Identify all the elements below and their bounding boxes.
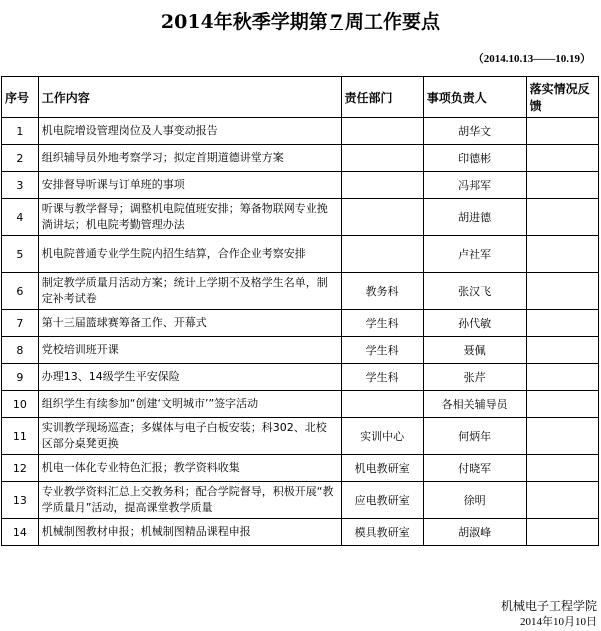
row-no: 2 — [2, 145, 39, 172]
row-dept — [341, 199, 423, 236]
table-row — [2, 145, 599, 172]
table-body — [2, 118, 599, 546]
row-content: 听课与教学督导；调整机电院值班安排；筹备物联网专业挽淌讲坛；机电院考勤管理办法 — [38, 199, 341, 236]
title-week-number: 7 — [329, 11, 344, 33]
row-no: 14 — [2, 519, 39, 546]
row-person: 胡进德 — [423, 199, 526, 236]
table-row — [2, 172, 599, 199]
table-row — [2, 519, 599, 546]
row-no: 13 — [2, 482, 39, 519]
title-suffix: 周工作要点 — [345, 11, 441, 33]
row-content: 机电一体化专业特色汇报；教学资料收集 — [38, 455, 341, 482]
row-content: 制定教学质量月活动方案；统计上学期不及格学生名单，制定补考试卷 — [38, 273, 341, 310]
table-row — [2, 455, 599, 482]
row-content: 办理13、14级学生平安保险 — [38, 364, 341, 391]
row-feedback — [526, 172, 598, 199]
row-no: 11 — [2, 418, 39, 455]
header-no: 序号 — [2, 77, 39, 118]
row-content: 第十三届篮球赛筹备工作、开幕式 — [38, 310, 341, 337]
row-feedback — [526, 418, 598, 455]
row-person: 冯邦军 — [423, 172, 526, 199]
row-dept: 机电教研室 — [341, 455, 423, 482]
row-person: 孙代敏 — [423, 310, 526, 337]
row-dept: 模具教研室 — [341, 519, 423, 546]
row-dept: 教务科 — [341, 273, 423, 310]
table-row — [2, 310, 599, 337]
footer-org: 机械电子工程学院 — [500, 599, 597, 613]
row-no: 4 — [2, 199, 39, 236]
row-no: 9 — [2, 364, 39, 391]
row-person: 徐明 — [423, 482, 526, 519]
row-content: 机电院增设管理岗位及人事变动报告 — [38, 118, 341, 145]
row-person: 各相关辅导员 — [423, 391, 526, 418]
row-feedback — [526, 236, 598, 273]
page-title — [0, 8, 601, 36]
row-dept — [341, 172, 423, 199]
table-row — [2, 337, 599, 364]
row-person: 张芹 — [423, 364, 526, 391]
header-feedback: 落实情况反馈 — [526, 77, 598, 118]
row-person: 张汉飞 — [423, 273, 526, 310]
table-header-row — [2, 77, 599, 118]
table-row — [2, 391, 599, 418]
row-person: 卢社军 — [423, 236, 526, 273]
row-dept — [341, 118, 423, 145]
row-feedback — [526, 364, 598, 391]
row-feedback — [526, 273, 598, 310]
row-dept: 学生科 — [341, 364, 423, 391]
row-dept — [341, 236, 423, 273]
row-person: 胡华文 — [423, 118, 526, 145]
row-dept: 学生科 — [341, 310, 423, 337]
table-row — [2, 273, 599, 310]
row-content: 安排督导听课与订单班的事项 — [38, 172, 341, 199]
row-dept — [341, 391, 423, 418]
row-person: 胡淑峰 — [423, 519, 526, 546]
date-range: （2014.10.13——10.19） — [472, 53, 591, 65]
table-row — [2, 199, 599, 236]
row-person: 何炳年 — [423, 418, 526, 455]
table-row — [2, 364, 599, 391]
row-no: 1 — [2, 118, 39, 145]
row-feedback — [526, 391, 598, 418]
row-no: 6 — [2, 273, 39, 310]
row-content: 实训教学现场巡查；多媒体与电子白板安装；科302、北校区部分桌凳更换 — [38, 418, 341, 455]
table-row — [2, 418, 599, 455]
table-row — [2, 236, 599, 273]
table-row — [2, 482, 599, 519]
row-dept — [341, 145, 423, 172]
row-no: 12 — [2, 455, 39, 482]
header-person: 事项负责人 — [423, 77, 526, 118]
header-content: 工作内容 — [38, 77, 341, 118]
row-feedback — [526, 118, 598, 145]
row-no: 10 — [2, 391, 39, 418]
table-row — [2, 118, 599, 145]
row-dept: 学生科 — [341, 337, 423, 364]
row-content: 组织辅导员外地考察学习；拟定首期道德讲堂方案 — [38, 145, 341, 172]
row-feedback — [526, 199, 598, 236]
work-table — [1, 76, 599, 546]
title-prefix: 2014年秋季学期第 — [160, 11, 328, 33]
header-dept: 责任部门 — [341, 77, 423, 118]
row-no: 7 — [2, 310, 39, 337]
row-feedback — [526, 337, 598, 364]
row-feedback — [526, 145, 598, 172]
row-no: 5 — [2, 236, 39, 273]
row-feedback — [526, 310, 598, 337]
row-feedback — [526, 482, 598, 519]
row-no: 8 — [2, 337, 39, 364]
row-person: 付晓军 — [423, 455, 526, 482]
row-dept: 实训中心 — [341, 418, 423, 455]
row-content: 机电院普通专业学生院内招生结算，合作企业考察安排 — [38, 236, 341, 273]
row-content: 组织学生有续参加“创建‘文明城市’”签字活动 — [38, 391, 341, 418]
row-feedback — [526, 455, 598, 482]
row-person: 聂佩 — [423, 337, 526, 364]
row-content: 机械制图教材申报；机械制图精品课程申报 — [38, 519, 341, 546]
row-dept: 应电教研室 — [341, 482, 423, 519]
row-person: 印德彬 — [423, 145, 526, 172]
footer-date: 2014年10月10日 — [520, 616, 597, 628]
row-content: 专业教学资料汇总上交教务科；配合学院督导，积极开展“教学质量月”活动，提高课堂教学质量 — [38, 482, 341, 519]
row-content: 党校培训班开课 — [38, 337, 341, 364]
row-no: 3 — [2, 172, 39, 199]
row-feedback — [526, 519, 598, 546]
